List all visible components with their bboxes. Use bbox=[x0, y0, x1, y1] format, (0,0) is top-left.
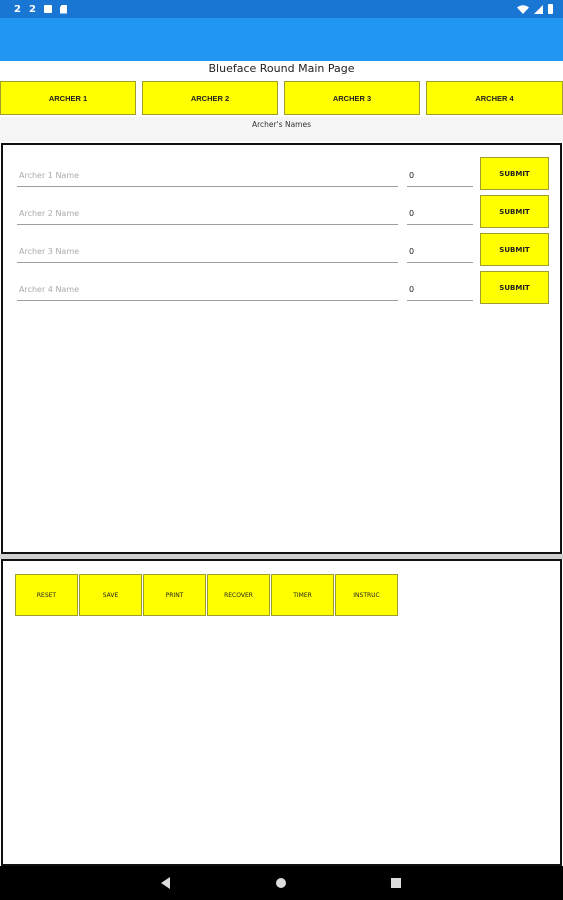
tab-archer-4[interactable]: ARCHER 4 bbox=[426, 81, 563, 115]
archer-row-2 bbox=[3, 195, 560, 231]
status-left bbox=[14, 4, 67, 15]
archer-names-panel bbox=[1, 143, 562, 554]
archer-4-submit-button[interactable]: SUBMIT bbox=[480, 271, 549, 304]
archer-2-score-input[interactable] bbox=[407, 203, 473, 225]
status-bar bbox=[0, 0, 563, 18]
recover-button[interactable]: RECOVER bbox=[207, 574, 270, 616]
status-notification-count-2: 2 bbox=[28, 3, 36, 15]
archer-3-score-input[interactable] bbox=[407, 241, 473, 263]
actions-panel bbox=[1, 559, 562, 866]
sd-card-icon bbox=[60, 5, 67, 14]
tab-archer-1[interactable]: ARCHER 1 bbox=[0, 81, 136, 115]
home-icon[interactable] bbox=[276, 878, 286, 888]
archer-1-score-input[interactable] bbox=[407, 165, 473, 187]
print-button[interactable]: PRINT bbox=[143, 574, 206, 616]
archer-1-name-input[interactable] bbox=[17, 165, 398, 187]
archer-row-1 bbox=[3, 157, 560, 193]
archer-3-name-input[interactable] bbox=[17, 241, 398, 263]
battery-icon bbox=[548, 4, 553, 14]
archer-4-score-input[interactable] bbox=[407, 279, 473, 301]
archer-3-submit-button[interactable]: SUBMIT bbox=[480, 233, 549, 266]
tab-archer-3[interactable]: ARCHER 3 bbox=[284, 81, 420, 115]
status-notification-count-1: 2 bbox=[14, 3, 21, 15]
save-button[interactable]: SAVE bbox=[79, 574, 142, 616]
timer-button[interactable]: TIMER bbox=[271, 574, 334, 616]
archer-tabs bbox=[0, 81, 563, 115]
notification-icon bbox=[44, 5, 52, 13]
page-title: Blueface Round Main Page bbox=[208, 62, 355, 75]
archer-row-3 bbox=[3, 233, 560, 269]
archer-1-submit-button[interactable]: SUBMIT bbox=[480, 157, 549, 190]
signal-icon bbox=[534, 5, 543, 14]
recent-apps-icon[interactable] bbox=[391, 878, 401, 888]
tab-archer-2[interactable]: ARCHER 2 bbox=[142, 81, 278, 115]
app-bar bbox=[0, 18, 563, 61]
instructions-button[interactable]: INSTRUC bbox=[335, 574, 398, 616]
archer-4-name-input[interactable] bbox=[17, 279, 398, 301]
archer-row-4 bbox=[3, 271, 560, 307]
archer-2-submit-button[interactable]: SUBMIT bbox=[480, 195, 549, 228]
wifi-icon bbox=[517, 5, 529, 14]
archer-names-label: Archer's Names bbox=[0, 117, 563, 141]
status-right bbox=[517, 4, 553, 14]
navigation-bar bbox=[0, 866, 563, 900]
archer-2-name-input[interactable] bbox=[17, 203, 398, 225]
reset-button[interactable]: RESET bbox=[15, 574, 78, 616]
back-icon[interactable] bbox=[160, 877, 172, 889]
